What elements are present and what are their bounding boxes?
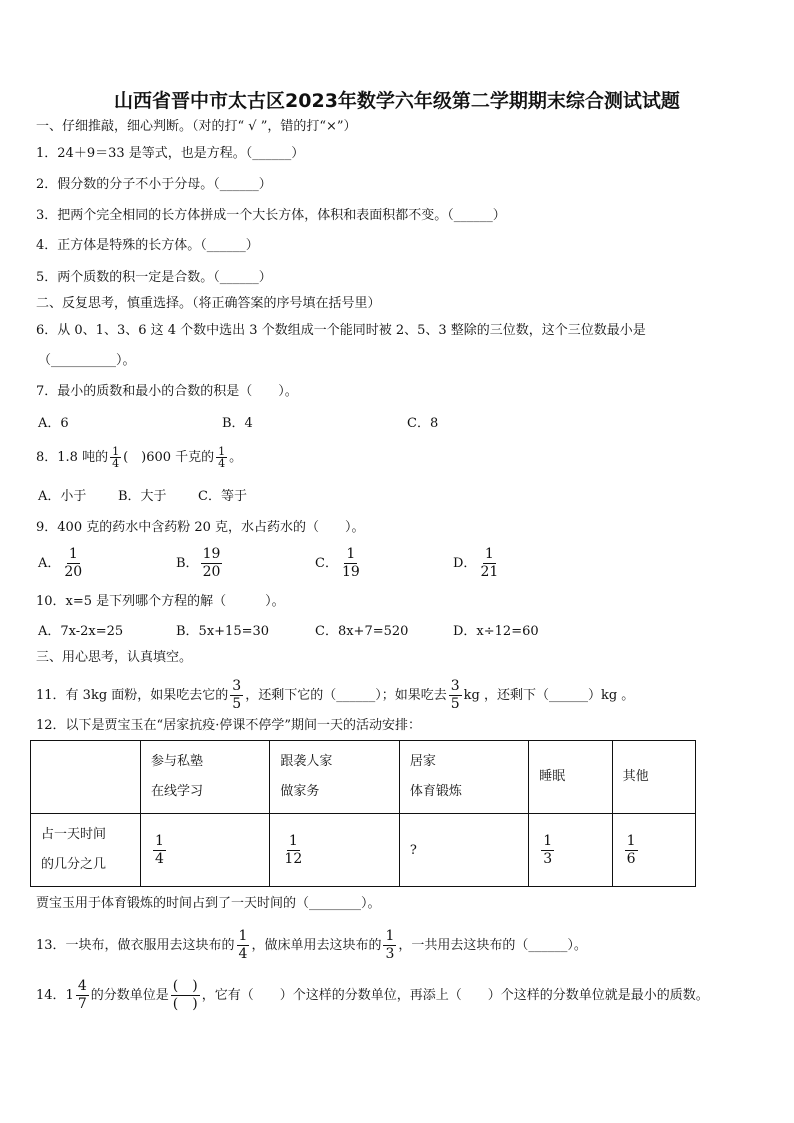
section-3-heading: 三、用心思考，认真填空。	[36, 650, 193, 665]
question-9-option-d: D． $\frac{1}{21}$	[453, 546, 499, 580]
question-8-text-mid: ( )600 千克的	[123, 450, 215, 465]
question-8-text-pre: 8．1.8 吨的	[36, 450, 109, 465]
section-1-heading: 一、仔细推敲，细心判断。（对的打“ √ ”，错的打“×”）	[36, 119, 357, 134]
question-12-answer: 贾宝玉用于体育锻炼的时间占到了一天时间的（________）。	[36, 896, 381, 911]
question-8-text-post: 。	[229, 450, 243, 465]
fraction: $\frac{1}{4}$	[218, 445, 226, 470]
question-10: 10．x=5 是下列哪个方程的解（ ）。	[36, 594, 285, 609]
table-header-cell: 参与私塾 在线学习	[141, 741, 270, 814]
question-3: 3．把两个完全相同的长方体拼成一个大长方体，体积和表面积都不变。（______）	[36, 208, 506, 223]
question-9: 9．400 克的药水中含药粉 20 克，水占药水的（ ）。	[36, 520, 365, 535]
question-10-option-a: A．7x-2x=25	[38, 624, 124, 639]
table-cell: $\frac{1}{3}$	[529, 814, 612, 887]
question-10-option-b: B．5x+15=30	[176, 624, 270, 639]
fraction: $\frac{1}{4}$	[238, 928, 248, 962]
question-10-option-d: D．x÷12=60	[453, 624, 539, 639]
section-2-heading: 二、反复思考，慎重选择。（将正确答案的序号填在括号里）	[36, 296, 381, 311]
question-12: 12．以下是贾宝玉在“居家抗疫·停课不停学”期间一天的活动安排：	[36, 718, 421, 733]
table-header-cell: 居家 体育锻炼	[399, 741, 528, 814]
question-9-option-c: C． $\frac{1}{19}$	[315, 546, 360, 580]
page-title: 山西省晋中市太古区2023年数学六年级第二学期期末综合测试试题	[114, 90, 680, 112]
question-14: 14． 1 $\frac{4}{7}$ 的分数单位是 $\frac{( )}{( )}$ ，它有（ ）个这样的分数单位，再添上（ ）个这样的分数单位就是最小的质数。	[36, 978, 709, 1012]
question-8-option-a: A．小于	[38, 489, 87, 504]
question-13: 13．一块布，做衣服用去这块布的 $\frac{1}{4}$ ，做床单用去这块布的 $\frac{1}{3}$ ，一共用去这块布的（______）。	[36, 928, 587, 962]
question-5: 5．两个质数的积一定是合数。（______）	[36, 270, 272, 285]
fraction: $\frac{1}{4}$	[112, 445, 120, 470]
question-10-option-c: C．8x+7=520	[315, 624, 409, 639]
question-4: 4．正方体是特殊的长方体。（______）	[36, 238, 259, 253]
question-7-option-a: A．6	[38, 416, 69, 431]
fraction: $\frac{3}{5}$	[450, 678, 460, 712]
table-cell: ?	[399, 814, 528, 887]
question-1: 1．24＋9＝33 是等式，也是方程。（______）	[36, 146, 305, 161]
blank-fraction: $\frac{( )}{( )}$	[172, 978, 198, 1012]
table-row	[31, 814, 696, 887]
table-header-cell: 其他	[612, 741, 695, 814]
question-8-option-c: C．等于	[198, 489, 247, 504]
question-11: 11．有 3kg 面粉，如果吃去它的 $\frac{3}{5}$ ，还剩下它的（______）；如果吃去 $\frac{3}{5}$ kg ，还剩下（______）kg 。	[36, 678, 635, 712]
table-cell: $\frac{1}{12}$	[270, 814, 399, 887]
question-8	[36, 446, 242, 469]
table-header-row	[31, 741, 696, 814]
table-header-cell: 睡眠	[529, 741, 612, 814]
question-7-option-b: B．4	[222, 416, 253, 431]
mixed-number: 1 $\frac{4}{7}$	[65, 978, 87, 1012]
question-9-option-a: A． $\frac{1}{20}$	[38, 546, 83, 580]
question-9-option-b: B． $\frac{19}{20}$	[176, 546, 221, 580]
activity-table	[30, 740, 696, 887]
table-header-cell	[31, 741, 141, 814]
table-cell: $\frac{1}{4}$	[141, 814, 270, 887]
table-cell: $\frac{1}{6}$	[612, 814, 695, 887]
table-row-label: 占一天时间 的几分之几	[31, 814, 141, 887]
fraction: $\frac{1}{3}$	[385, 928, 395, 962]
question-2: 2．假分数的分子不小于分母。（______）	[36, 177, 272, 192]
question-6-line-1: 6．从 0、1、3、6 这 4 个数中选出 3 个数组成一个能同时被 2、5、3 整除的三位数，这个三位数最小是	[36, 323, 646, 338]
fraction: $\frac{3}{5}$	[232, 678, 242, 712]
question-8-option-b: B．大于	[118, 489, 167, 504]
question-6-line-2: （__________）。	[38, 353, 136, 368]
question-7: 7．最小的质数和最小的合数的积是（ ）。	[36, 384, 298, 399]
question-7-option-c: C．8	[407, 416, 439, 431]
table-header-cell: 跟袭人家 做家务	[270, 741, 399, 814]
